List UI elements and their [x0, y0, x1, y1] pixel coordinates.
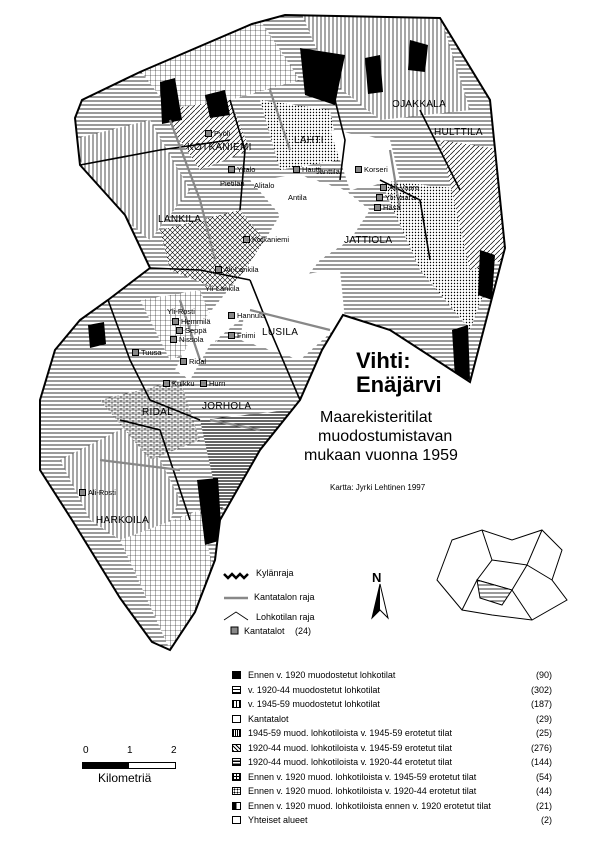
farm-label: Alitalo: [254, 181, 275, 190]
farm-label: Yli-Rosti: [167, 307, 195, 316]
village-label: JATTIOLA: [344, 235, 393, 246]
legend-swatch: [232, 729, 241, 737]
map-title-area: Enäjärvi: [356, 372, 442, 397]
scale-bar-graphic: [82, 762, 176, 769]
farm-label: Fnimi: [228, 332, 255, 340]
inset-locator-map: [432, 520, 572, 630]
legend-row: Ennen v. 1920 muodostetut lohkotilat (90): [232, 668, 552, 683]
legend-row: Ennen v. 1920 muod. lohkotiloista ennen v. 1920 erotetut tilat (21): [232, 799, 552, 814]
legend-swatch: [232, 758, 241, 766]
farm-label: Ali-Lankila: [215, 266, 259, 274]
farm-label: Hurri: [200, 380, 225, 388]
farm-label: Hautti: [293, 166, 322, 174]
farm-label: Ridal: [180, 358, 206, 366]
farm-label: Hannula: [228, 312, 265, 320]
legend-swatch: [232, 686, 241, 694]
scale-tick-label: 1: [127, 745, 133, 756]
farm-label: Kulkku: [163, 380, 195, 388]
category-legend: [232, 668, 552, 828]
farm-label: Korseri: [355, 166, 388, 174]
farm-label: Ali-Rosti: [79, 489, 116, 497]
legend-swatch: [232, 773, 241, 781]
legend-core-farms: Kantatalot (24): [244, 626, 312, 636]
map-title-place: Vihti:: [356, 348, 411, 373]
legend-row: 1920-44 muod. lohkotiloista v. 1920-44 erotetut tilat (144): [232, 755, 552, 770]
village-label: OJAKKALA: [392, 99, 447, 110]
legend-core-farm-boundary: Kantatalon raja: [254, 592, 315, 602]
north-label: N: [372, 570, 382, 585]
farm-label: Yitalo: [228, 166, 255, 174]
village-label: JORHOLA: [202, 401, 252, 412]
legend-row: v. 1920-44 muodostetut lohkotilat (302): [232, 683, 552, 698]
scale-unit: Kilometriä: [98, 771, 152, 785]
farm-label: Yli-Lankila: [205, 284, 240, 293]
village-label: KOTKANIEMI: [187, 142, 252, 153]
village-label: HULTTILA: [434, 127, 483, 138]
scale-tick-label: 2: [171, 745, 177, 756]
legend-village-boundary: Kylänraja: [256, 568, 294, 578]
farm-label: Hasa: [374, 204, 401, 212]
legend-swatch: [232, 715, 241, 723]
legend-row: Kantatalot (29): [232, 712, 552, 727]
subtitle-line: mukaan vuonna 1959: [304, 447, 458, 464]
legend-swatch: [232, 744, 241, 752]
symbol-legend: [220, 568, 350, 648]
legend-row: Yhteiset alueet (2): [232, 813, 552, 828]
legend-swatch: [232, 700, 241, 708]
farm-label: Seppä: [176, 327, 207, 335]
map-credit: Kartta: Jyrki Lehtinen 1997: [330, 483, 426, 492]
legend-swatch: [232, 671, 241, 679]
legend-swatch: [232, 802, 241, 810]
subtitle-line: muodostumistavan: [318, 428, 453, 445]
legend-swatch: [232, 787, 241, 795]
farm-label: Yli-Vaara: [376, 194, 415, 202]
legend-row: Ennen v. 1920 muod. lohkotiloista v. 1945-59 erotetut tilat (54): [232, 770, 552, 785]
farm-label: Hemmilä: [172, 318, 211, 326]
farm-label: Pietilän: [220, 179, 245, 188]
subtitle-line: Maarekisteritilat: [320, 409, 433, 426]
scale-bar: [82, 745, 182, 795]
village-label: LUSILA: [262, 327, 299, 338]
farm-label: Antila: [288, 193, 307, 202]
scale-tick-label: 0: [83, 745, 89, 756]
legend-row: v. 1945-59 muodostetut lohkotilat (187): [232, 697, 552, 712]
map-subtitle: [304, 408, 528, 465]
village-label: LANKILA: [158, 214, 202, 225]
farm-label: Pyöli: [205, 130, 230, 138]
village-label: LAHTI: [294, 135, 324, 146]
farm-label: Kotkaniemi: [243, 236, 289, 244]
farm-label: Jänttilä: [316, 167, 340, 176]
legend-row: Ennen v. 1920 muod. lohkotiloista v. 1920-44 erotetut tilat (44): [232, 784, 552, 799]
legend-swatch: [232, 816, 241, 824]
legend-row: 1945-59 muod. lohkotiloista v. 1945-59 erotetut tilat (25): [232, 726, 552, 741]
farm-label: Ali-Vaara: [380, 184, 419, 192]
village-label: HARKOILA: [96, 515, 149, 526]
village-label: RIDAL: [142, 407, 173, 418]
legend-row: 1920-44 muod. lohkotiloista v. 1945-59 erotetut tilat (276): [232, 741, 552, 756]
legend-parcel-boundary: Lohkotilan raja: [256, 612, 315, 622]
farm-label: Nissola: [170, 336, 204, 344]
farm-label: Tuusa: [132, 349, 162, 357]
